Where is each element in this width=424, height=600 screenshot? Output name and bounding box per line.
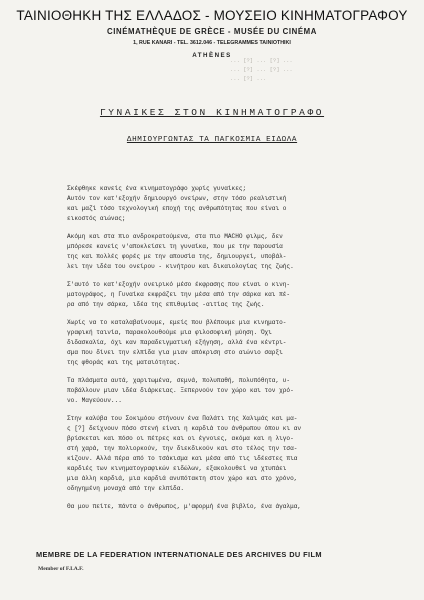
paragraph: Ακόμη και στα πιο ανδροκρατούμενα, στα πιο MACHO φιλμς, δεν μπόρεσε κανείς ν'αποκλείσει τη γυναίκα, που με την παρουσία της και πολλές φορές με την απουσία της, δημιουργεί, υποβάλ- λει την ιδέα του ονείρου - κινήτρου και δικαιολογίας της ζωής. xyxy=(67,233,294,270)
paragraph: Θα μου πείτε, πάντα ο άνθρωπος, μ'αφορμή ένα βιβλίο, ένα άγαλμα, xyxy=(67,503,302,510)
document-subtitle-text: ΔΗΜΙΟΥΡΓΩΝΤΑΣ ΤΑ ΠΑΓΚΟΣΜΙΑ ΕΙΔΩΛΑ xyxy=(126,136,298,144)
document-body xyxy=(67,184,397,512)
paragraph: Σκέφθηκε κανείς ένα κινηματογράφο χωρίς γυναίκες; Αυτόν τον κατ'εξοχήν δημιουργό ονείρων, στην τόσο ρεαλιστική και μαζί τόσο τεχνολογική εποχή της ανθρωπότητας που είναι ο εικοστός αιώνας; xyxy=(67,185,287,222)
letterhead-title: ΤΑΙΝΙΟΘΗΚΗ ΤΗΣ ΕΛΛΑΔΟΣ - ΜΟΥΣΕΙΟ ΚΙΝΗΜΑΤΟΓΡΑΦΟΥ xyxy=(16,8,408,23)
paragraph: Στην καλύβα του Σοκιμόου στήνουν ένα Παλάτι της Χαλιμάς και μα- ς [?] δείχνουν πόσο στενή είναι η καρδιά του άνθρωπου όπου κι αν βρίσκεται και πόσο οι πέτρες και οι έγνοιες, ακόμα και η λιγο- στή χαρά, την πολιορκούν, την διεκδικούν και στο τέλος την τσα- κίζουν. Αλλά πέρα από το τσάκισμα και μέσα από τις ιδέεστες πια καρδιές των κινηματογραφικών ειδώλων, εξακολουθεί να χτυπάει μια άλλη καρδιά, μια καρδιά ανυπότακτη στον χώρο και στο χρόνο, οδηγημένη μοναχά από την ελπίδα. xyxy=(67,415,302,492)
paragraph: Σ'αυτό το κατ'εξοχήν ονειρικό μέσο έκφρασης που είναι ο κινη- ματογράφος, η Γυναίκα εκφράζει την μέσα από την σάρκα και πέ- ρα από την σάρκα, ιδέα της επιθυμίας -αιτίας της ζωής. xyxy=(67,281,291,308)
document-title xyxy=(0,107,424,118)
bleed-through-text: ... [?] ... [?] ... ... [?] ... [?] ... ... [?] ... xyxy=(230,57,293,82)
paragraph: Χωρίς να το καταλαβαίνουμε, εμείς που βλέπουμε μια κινηματο- γραφική ταινία, παρακολουθούμε μια φιλοσοφική μύηση. Όχι διδασκαλία, όχι καν παραδειγματική εξήγηση, αλλά ένα κέντρι- σμα που δίνει την ελπίδα για μιαν απόκριση στο αιώνιο σαρξι της φθοράς και της ματαιότητας. xyxy=(67,319,287,366)
document-title-text: ΓΥΝΑΙΚΕΣ ΣΤΟΝ ΚΙΝΗΜΑΤΟΓΡΑΦΟ xyxy=(99,107,325,118)
letterhead-subtitle: CINÉMATHÈQUE DE GRÈCE - MUSÉE DU CINÉMA xyxy=(107,27,317,36)
federation-footer: MEMBRE DE LA FEDERATION INTERNATIONALE DES ARCHIVES DU FILM xyxy=(36,550,322,559)
paragraph: Τα πλάσματα αυτά, χαριτωμένα, σεμνά, πολυπαθή, πολυπόθητα, υ- ποβάλλουν μιαν ιδέα διάρκειας. Ξεπερνούν τον χώρο και τον χρό- νο. Μαγεύουν... xyxy=(67,377,294,404)
document-subtitle xyxy=(0,136,424,144)
letterhead-address: 1, RUE KANARI - TEL. 3612.046 - TELEGRAMMES TAINIOTHIKI xyxy=(133,40,291,46)
fiaf-member-note: Member of F.I.A.F. xyxy=(38,566,84,572)
letterhead-city: ATHÈNES xyxy=(192,52,232,59)
